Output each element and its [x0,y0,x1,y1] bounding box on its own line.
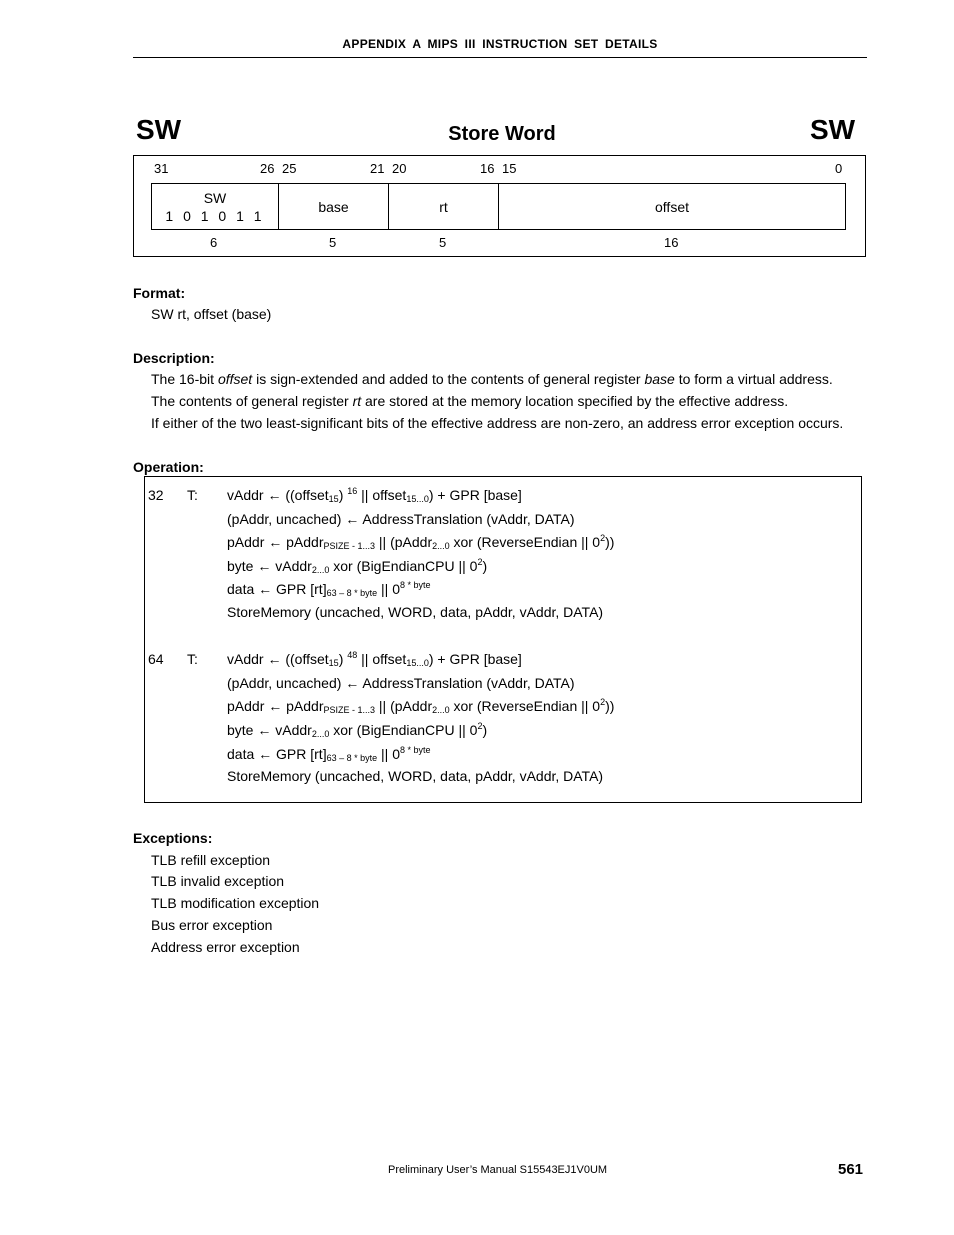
op-byte: byte ← vAddr$_{2...0}$ xor (BigEndianCPU || $0^2$) [227,557,488,575]
mnemonic-right: SW [810,114,856,145]
bit-number: 0 [835,161,843,176]
bit-number: 25 [282,161,297,176]
op-byte: byte ← vAddr$_{2...0}$ xor (BigEndianCPU || $0^2$) [227,721,488,739]
offset-field: offset [655,198,689,215]
bit-number: 15 [502,161,517,176]
opcode-bits: 1 0 1 0 1 1 [165,207,265,224]
mode-label: 32 [148,487,164,503]
bit-number: 31 [154,161,169,176]
exception-item: TLB refill exception [151,852,271,868]
op-vaddr: vAddr ← ((offset$_{15}$) $^{16}$ || offset$_{15...0}$) + GPR [base] [227,486,522,504]
field-width: 6 [210,235,218,250]
op-paddr: pAddr ← pAddr$_{PSIZE - 1...3}$ || (pAddr$_{2...0}$ xor (ReverseEndian || $0^2$)) [227,697,615,715]
instruction-title: Store Word [448,123,556,145]
op-store: StoreMemory (uncached, WORD, data, pAddr, vAddr, DATA) [227,604,604,620]
exceptions-heading: Exceptions: [133,830,213,846]
exception-item: Address error exception [151,939,300,955]
bit-number: 26 [260,161,275,176]
exception-item: TLB modification exception [151,895,320,911]
field-width: 16 [664,235,679,250]
exception-item: Bus error exception [151,917,273,933]
description-paragraph: The contents of general register rt are stored at the memory location specified by the effective address. [151,393,789,409]
mnemonic-left: SW [136,114,182,145]
footer-manual: Preliminary User’s Manual S15543EJ1V0UM [388,1164,608,1176]
bit-number: 20 [392,161,407,176]
description-heading: Description: [133,350,215,366]
description-body [151,368,865,434]
op-paddr: pAddr ← pAddr$_{PSIZE - 1...3}$ || (pAddr$_{2...0}$ xor (ReverseEndian || $0^2$)) [227,533,615,551]
op-data: data ← GPR $[rt]_{63 - 8 * byte}$ || $0^{8 * byte}$ [227,580,431,598]
description-paragraph: The 16-bit offset is sign-extended and added to the contents of general register base to form a virtual address. [151,371,833,387]
mode-label: 64 [148,651,164,667]
opcode-field [152,184,279,229]
rt-field: rt [389,184,499,229]
page-number: 561 [838,1161,864,1178]
operation-heading: Operation: [133,459,204,475]
description-paragraph: If either of the two least-significant bits of the effective address are non-zero, an address error exception occurs. [151,415,844,431]
op-data: data ← GPR $[rt]_{63 - 8 * byte}$ || $0^{8 * byte}$ [227,745,431,763]
stage-label: T: [187,651,198,667]
op-translate: (pAddr, uncached) ← AddressTranslation (vAddr, DATA) [227,675,575,691]
instruction-fields [151,183,846,230]
format-text: SW rt, offset (base) [151,306,272,322]
running-header: APPENDIX A MIPS III INSTRUCTION SET DETAILS [342,37,658,51]
op-translate: (pAddr, uncached) ← AddressTranslation (vAddr, DATA) [227,511,575,527]
header-rule [133,57,867,58]
bit-number: 21 [370,161,385,176]
field-width: 5 [329,235,337,250]
base-field: base [279,184,389,229]
op-vaddr: vAddr ← ((offset$_{15}$) $^{48}$ || offset$_{15...0}$) + GPR [base] [227,650,522,668]
format-heading: Format: [133,285,186,301]
bit-number: 16 [480,161,495,176]
field-width: 5 [439,235,447,250]
exception-item: TLB invalid exception [151,873,285,889]
op-store: StoreMemory (uncached, WORD, data, pAddr, vAddr, DATA) [227,768,604,784]
stage-label: T: [187,487,198,503]
opcode-label: SW [203,189,227,206]
